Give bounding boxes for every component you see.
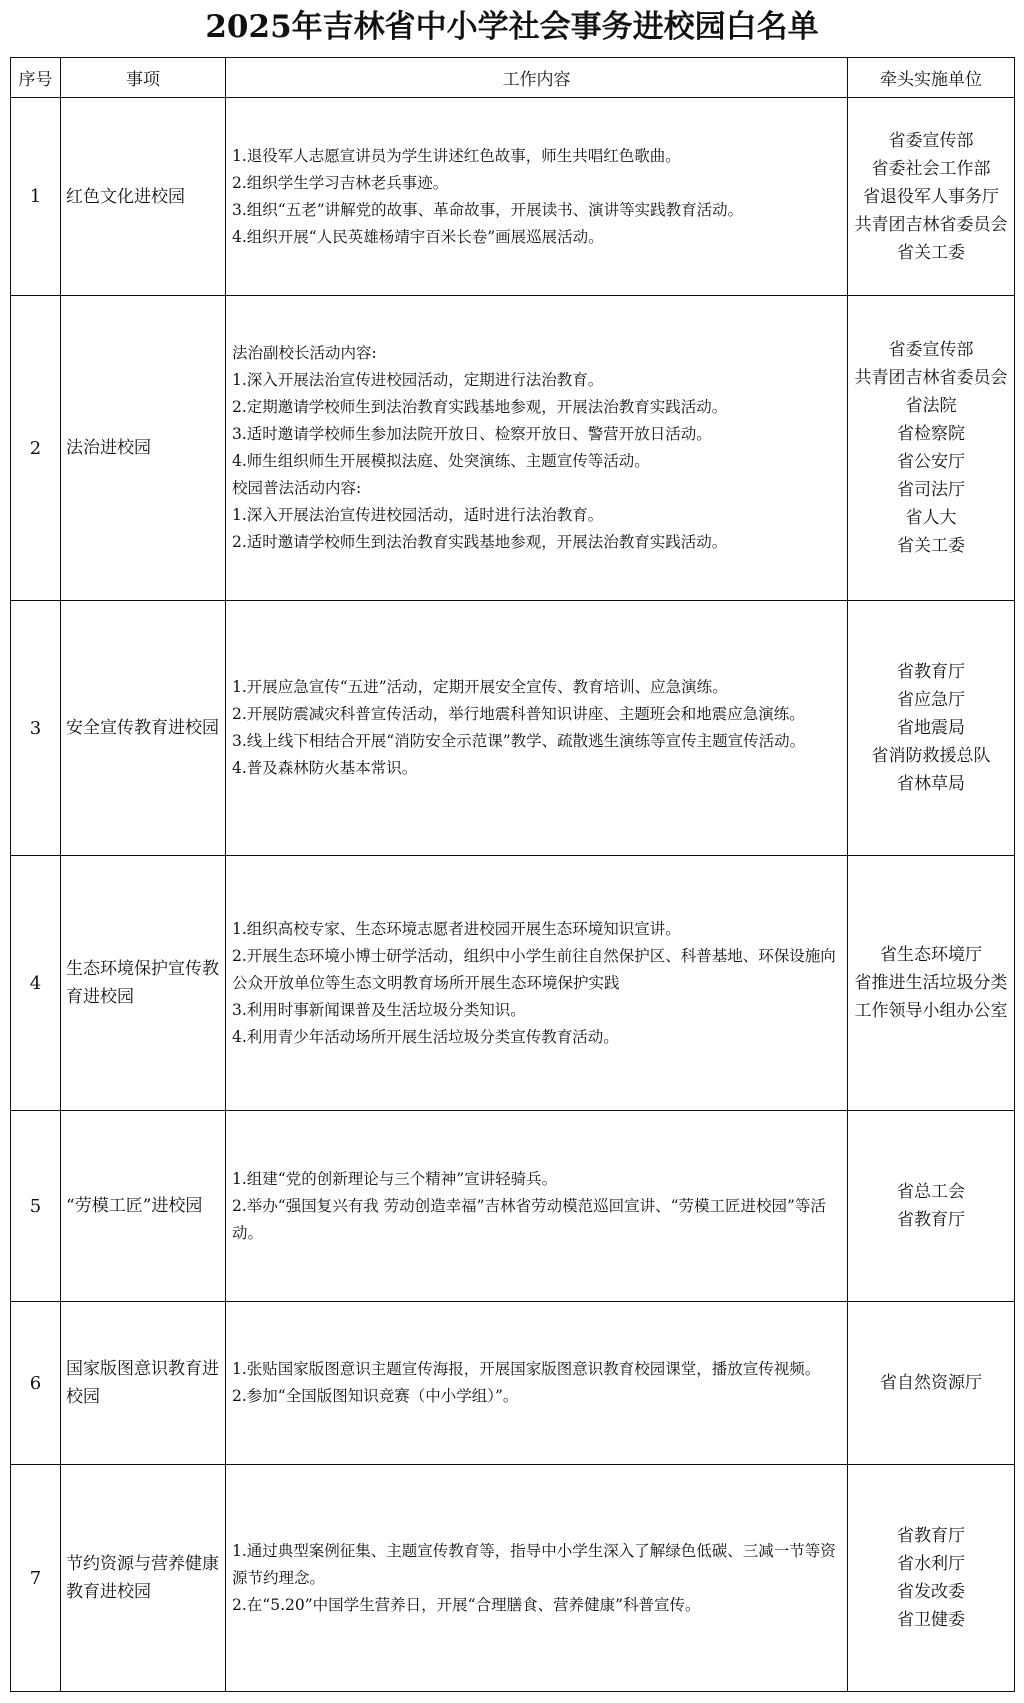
content-line: 2.开展生态环境小博士研学活动，组织中小学生前往自然保护区、科普基地、环保设施向公众开放单位等生态文明教育场所开展生态环境保护实践 xyxy=(232,946,836,992)
unit-name: 省应急厅 xyxy=(897,690,965,710)
content-line: 1.张贴国家版图意识主题宣传海报，开展国家版图意识教育校园课堂，播放宣传视频。 xyxy=(232,1360,821,1378)
content-line: 1.退役军人志愿宣讲员为学生讲述红色故事，师生共唱红色歌曲。 xyxy=(232,146,681,165)
content-line: 3.线上线下相结合开展“消防安全示范课”教学、疏散逃生演练等宣传主题宣传活动。 xyxy=(232,732,806,750)
row-content xyxy=(226,98,848,296)
unit-name: 省教育厅 xyxy=(897,1526,965,1546)
row-units xyxy=(848,1465,1015,1692)
unit-name: 省消防救援总队 xyxy=(871,746,991,766)
content-line: 1.通过典型案例征集、主题宣传教育等，指导中小学生深入了解绿色低碳、三减一节等资源节约理念。 xyxy=(232,1541,836,1587)
table-header-row xyxy=(11,58,1015,98)
row-units xyxy=(848,601,1015,856)
row-content xyxy=(226,1111,848,1302)
header-no: 序号 xyxy=(11,58,61,98)
content-line: 2.适时邀请学校师生到法治教育实践基地参观，开展法治教育实践活动。 xyxy=(232,533,728,551)
unit-name: 省关工委 xyxy=(897,242,965,263)
unit-name: 省检察院 xyxy=(897,424,965,444)
row-item: 红色文化进校园 xyxy=(61,98,226,296)
unit-name: 省关工委 xyxy=(897,536,965,556)
unit-name: 省教育厅 xyxy=(897,662,965,682)
content-line: 2.举办“强国复兴有我 劳动创造幸福”吉林省劳动模范巡回宣讲、“劳模工匠进校园”等活动。 xyxy=(232,1196,826,1242)
unit-name: 省地震局 xyxy=(897,718,965,738)
unit-name: 省人大 xyxy=(905,508,957,528)
table-row xyxy=(11,1111,1015,1302)
row-units xyxy=(848,1111,1015,1302)
unit-name: 省总工会 xyxy=(897,1182,965,1202)
unit-name: 省发改委 xyxy=(897,1582,965,1602)
unit-name: 省退役军人事务厅 xyxy=(863,186,999,207)
table-row xyxy=(11,856,1015,1111)
row-units xyxy=(848,98,1015,296)
row-content xyxy=(226,1465,848,1692)
content-line: 3.利用时事新闻课普及生活垃圾分类知识。 xyxy=(232,1000,526,1019)
unit-name: 省林草局 xyxy=(897,774,965,794)
row-number: 5 xyxy=(11,1111,61,1302)
table-row xyxy=(11,1302,1015,1465)
header-item: 事项 xyxy=(61,58,226,98)
row-content xyxy=(226,601,848,856)
row-content xyxy=(226,1302,848,1465)
unit-name: 省司法厅 xyxy=(897,480,965,500)
row-number: 3 xyxy=(11,601,61,856)
unit-name: 省委宣传部 xyxy=(888,130,974,151)
unit-name: 省委社会工作部 xyxy=(871,158,991,179)
row-units xyxy=(848,296,1015,601)
content-line: 2.定期邀请学校师生到法治教育实践基地参观，开展法治教育实践活动。 xyxy=(232,398,728,416)
row-units xyxy=(848,856,1015,1111)
row-item: 节约资源与营养健康教育进校园 xyxy=(61,1465,226,1692)
content-line: 1.深入开展法治宣传进校园活动，定期进行法治教育。 xyxy=(232,371,604,389)
row-item: 国家版图意识教育进校园 xyxy=(61,1302,226,1465)
header-content: 工作内容 xyxy=(226,58,848,98)
row-number: 6 xyxy=(11,1302,61,1465)
content-line: 法治副校长活动内容: xyxy=(232,344,377,362)
content-line: 3.适时邀请学校师生参加法院开放日、检察开放日、警营开放日活动。 xyxy=(232,425,712,443)
content-line: 4.组织开展“人民英雄杨靖宇百米长卷”画展巡展活动。 xyxy=(232,227,604,246)
unit-name: 省水利厅 xyxy=(897,1554,965,1574)
unit-name: 共青团吉林省委员会 xyxy=(854,368,1008,388)
unit-name: 省卫健委 xyxy=(897,1610,965,1630)
table-row xyxy=(11,601,1015,856)
table-row xyxy=(11,1465,1015,1692)
content-line: 1.深入开展法治宣传进校园活动，适时进行法治教育。 xyxy=(232,506,604,524)
document-title: 2025年吉林省中小学社会事务进校园白名单 xyxy=(205,9,819,45)
row-item: “劳模工匠”进校园 xyxy=(61,1111,226,1302)
row-number: 4 xyxy=(11,856,61,1111)
content-line: 2.组织学生学习吉林老兵事迹。 xyxy=(232,173,449,192)
content-line: 4.利用青少年活动场所开展生活垃圾分类宣传教育活动。 xyxy=(232,1027,619,1046)
content-line: 校园普法活动内容: xyxy=(232,479,362,497)
content-line: 4.普及森林防火基本常识。 xyxy=(232,759,418,777)
unit-name: 省自然资源厅 xyxy=(880,1373,982,1393)
unit-name: 省公安厅 xyxy=(897,452,965,472)
whitelist-table xyxy=(10,57,1015,1692)
content-line: 1.组织高校专家、生态环境志愿者进校园开展生态环境知识宣讲。 xyxy=(232,919,681,938)
unit-name: 省教育厅 xyxy=(897,1210,965,1230)
row-number: 1 xyxy=(11,98,61,296)
header-units: 牵头实施单位 xyxy=(848,58,1015,98)
row-number: 7 xyxy=(11,1465,61,1692)
row-content xyxy=(226,296,848,601)
row-item: 安全宣传教育进校园 xyxy=(61,601,226,856)
unit-name: 省委宣传部 xyxy=(888,340,974,360)
table-row xyxy=(11,296,1015,601)
content-line: 4.师生组织师生开展模拟法庭、处突演练、主题宣传等活动。 xyxy=(232,452,650,470)
row-content xyxy=(226,856,848,1111)
content-line: 2.参加“全国版图知识竞赛（中小学组）”。 xyxy=(232,1387,519,1405)
unit-name: 共青团吉林省委员会 xyxy=(854,214,1008,235)
row-item: 法治进校园 xyxy=(61,296,226,601)
content-line: 2.在“5.20”中国学生营养日，开展“合理膳食、营养健康”科普宣传。 xyxy=(232,1595,701,1614)
content-line: 1.组建“党的创新理论与三个精神”宣讲轻骑兵。 xyxy=(232,1169,558,1188)
table-row xyxy=(11,98,1015,296)
row-number: 2 xyxy=(11,296,61,601)
row-item: 生态环境保护宣传教育进校园 xyxy=(61,856,226,1111)
content-line: 2.开展防震减灾科普宣传活动，举行地震科普知识讲座、主题班会和地震应急演练。 xyxy=(232,705,805,723)
unit-name: 省法院 xyxy=(905,396,957,416)
content-line: 1.开展应急宣传“五进”活动，定期开展安全宣传、教育培训、应急演练。 xyxy=(232,678,728,696)
unit-name: 省生态环境厅 xyxy=(880,945,982,965)
unit-name: 省推进生活垃圾分类工作领导小组办公室 xyxy=(854,973,1008,1021)
row-units xyxy=(848,1302,1015,1465)
content-line: 3.组织“五老”讲解党的故事、革命故事，开展读书、演讲等实践教育活动。 xyxy=(232,200,744,219)
